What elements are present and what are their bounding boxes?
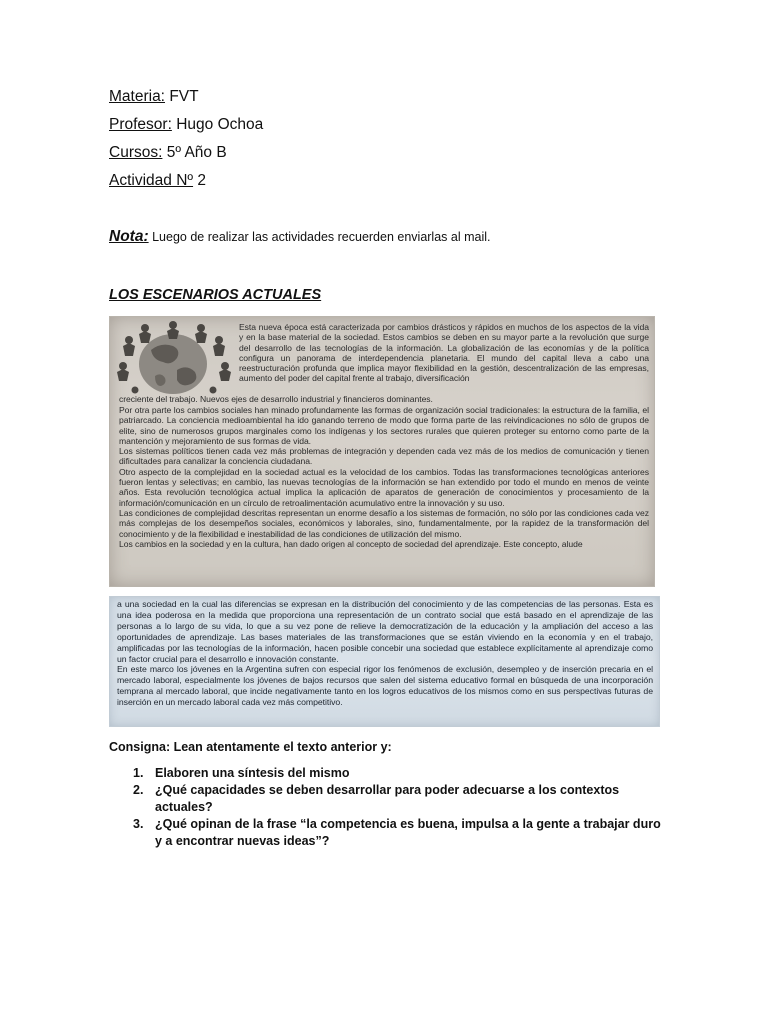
nota-text: Luego de realizar las actividades recuerden enviarlas al mail. (152, 230, 491, 244)
scan1-intro-end: creciente del trabajo. Nuevos ejes de desarrollo industrial y financieros dominantes. (119, 394, 433, 404)
scan1-paragraph: Otro aspecto de la complejidad en la sociedad actual es la velocidad de los cambios. Todas las transformaciones tecnológicas anteriores fueron lentas y selectivas; en cambio, las nuevas tecnologías de la información se han extendido por todo el mundo en menos de veinte años. Esta revolución tecnológica actual implica la aplicación de aparatos de generación de conocimientos y procesamiento de la información/comunicación en un círculo de retroalimentación acumulativo entre la innovación y su uso. (119, 466, 649, 508)
scan1-intro: Esta nueva época está caracterizada por cambios drásticos y rápidos en muchos de los aspectos de la vida y en la base material de la sociedad. Estos cambios se deben en su mayor parte a la revolución que surge del desarrollo de las tecnologías de la información. La globalización de las economías y de la política configura un panorama de interdependencia planetaria. El mundo del capital lleva a cabo una reestructuración profunda que implica mayor flexibilidad en la gestión, descentralización de las empresas, aumento del poder del capital frente al trabajo, diversificación (239, 322, 649, 384)
scan1-paragraph: Por otra parte los cambios sociales han minado profundamente las formas de organización social tradicionales: la estructura de la familia, el patriarcado. La conciencia medioambiental ha ido ganando terreno de modo que forma parte de las reivindicaciones no sólo de grupos de elite, sino de numerosos grupos marginales como los indígenas y los sectores rurales que quieren proteger su entorno como parte de la mantención y mejoramiento de sus formas de vida. (119, 405, 649, 446)
consigna: Consigna: Lean atentamente el texto anterior y: (109, 740, 392, 754)
list-item-number: 1. (133, 766, 144, 780)
materia-line (109, 88, 199, 106)
materia-label: Materia: (109, 88, 165, 105)
actividad-value: 2 (197, 172, 206, 189)
scan2-paragraph: a una sociedad en la cual las diferencias se expresan en la distribución del conocimiento y de las competencias de las personas. Esta es una idea poderosa en la medida que proporciona una representación de un contrato social que está basado en el aprendizaje de las personas a lo largo de su vida, lo que a su vez pone de relieve la democratización de la educación y la ampliación del acceso a las oportunidades de aprendizaje. Las bases materiales de las transformaciones que se están viviendo en la economía y en el trabajo, amplificadas por las tecnologías de la información, hacen posible concebir una sociedad que establece explícitamente al aprendizaje como un factor crucial para el desarrollo e innovación constante. (117, 599, 653, 664)
materia-value: FVT (169, 88, 199, 105)
list-item (109, 782, 669, 816)
scanned-text-image-2 (109, 596, 660, 727)
scan2-text (117, 599, 653, 708)
list-item-text: ¿Qué capacidades se deben desarrollar para poder adecuarse a los contextos actuales? (155, 783, 620, 814)
actividad-label: Actividad Nº (109, 172, 194, 189)
scan2-paragraph: En este marco los jóvenes en la Argentina sufren con especial rigor los fenómenos de exclusión, desempleo y de inserción precaria en el mercado laboral, especialmente los jóvenes de bajos recursos que salen del sistema educativo formal en búsqueda de una incorporación temprana al mercado laboral, que incide negativamente tanto en los logros educativos de los mismos como en sus perspectivas futuras de inserción en un mercado laboral cada vez más competitivo. (117, 664, 653, 708)
scan1-paragraph: Las condiciones de complejidad descritas representan un enorme desafío a los sistemas de formación, no sólo por las condiciones cada vez más complejas de los desempeños sociales, económicos y laborales, sino, fundamentalmente, por la rapidez de la transformación del conocimiento y de la flexibilidad e inestabilidad de las condiciones de utilización del mismo. (119, 507, 649, 539)
cursos-value: 5º Año B (166, 144, 227, 161)
actividad-line (109, 172, 206, 190)
cursos-label: Cursos: (109, 144, 163, 161)
scan1-paragraph: Los cambios en la sociedad y en la cultura, han dado origen al concepto de sociedad del aprendizaje. Este concepto, alude (119, 538, 583, 549)
scan1-paragraph: Los sistemas políticos tienen cada vez más problemas de integración y dependen cada vez más de los medios de comunicación y tienen dificultades para canalizar la conciencia ciudadana. (119, 446, 649, 467)
globe-people-icon (115, 320, 233, 402)
profesor-label: Profesor: (109, 116, 172, 133)
cursos-line (109, 144, 227, 162)
section-title: LOS ESCENARIOS ACTUALES (109, 287, 322, 303)
scan1-body (119, 405, 649, 549)
list-item (109, 816, 669, 850)
list-item-text: Elaboren una síntesis del mismo (155, 766, 350, 780)
nota (109, 228, 490, 246)
list-item-number: 2. (133, 783, 144, 797)
list-item (109, 765, 669, 782)
list-item-number: 3. (133, 817, 144, 831)
profesor-line (109, 116, 263, 134)
profesor-value: Hugo Ochoa (176, 116, 264, 133)
list-item-text: ¿Qué opinan de la frase “la competencia es buena, impulsa a la gente a trabajar duro y a encontrar nuevas ideas”? (155, 817, 661, 848)
scanned-text-image-1 (109, 316, 655, 587)
nota-label: Nota: (109, 228, 149, 245)
task-list (109, 765, 669, 850)
